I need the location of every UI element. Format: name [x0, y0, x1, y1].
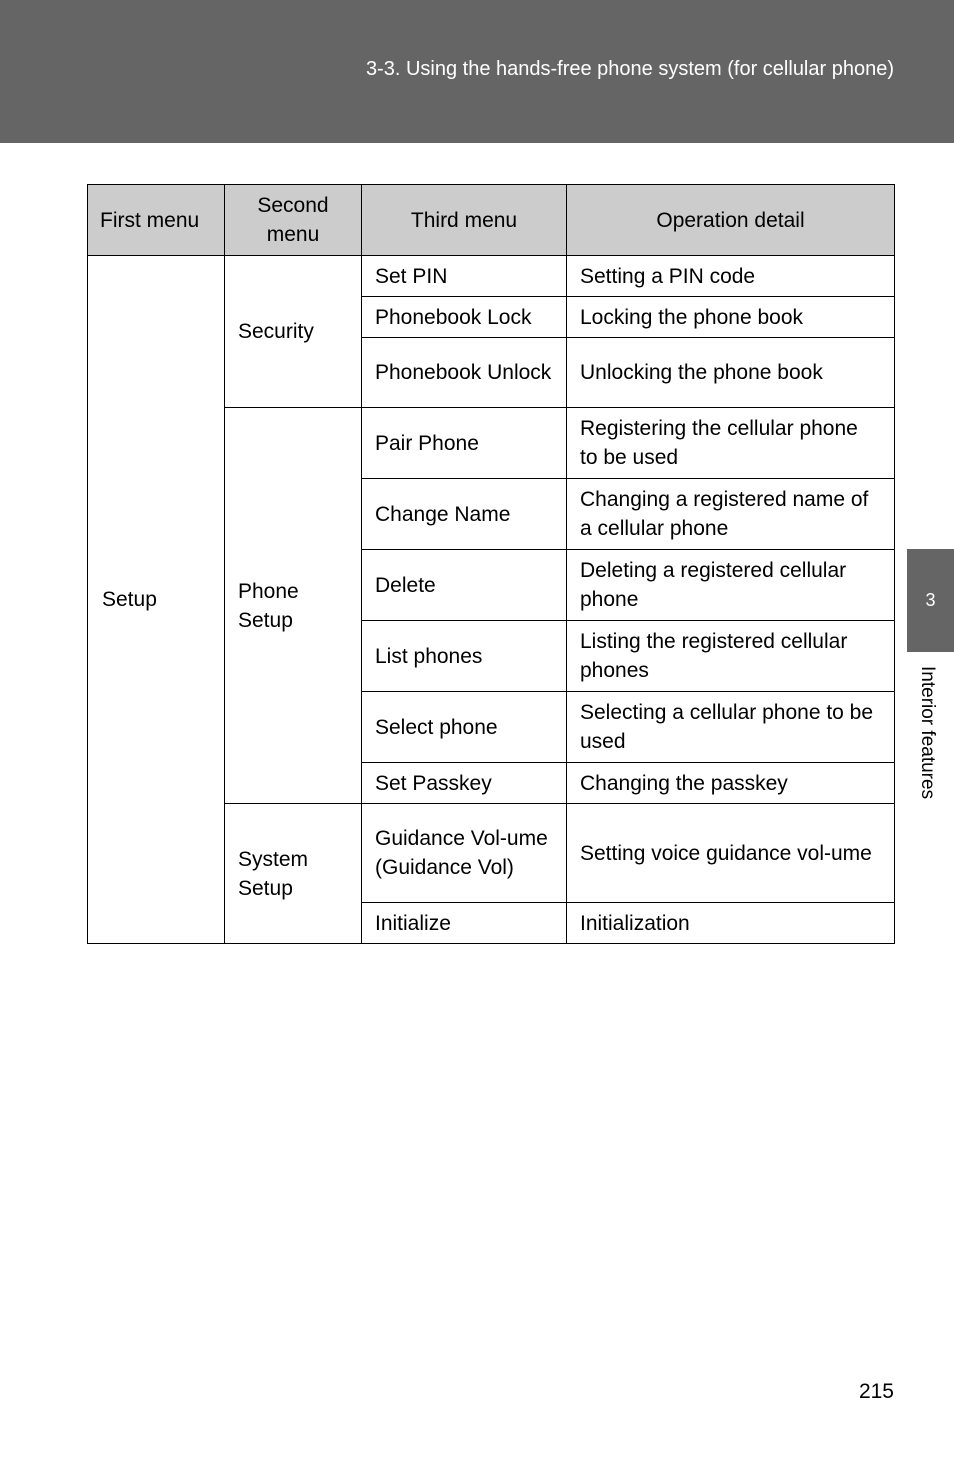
detail-cell: Setting a PIN code — [567, 256, 895, 297]
chapter-number: 3 — [925, 590, 936, 610]
section-title: 3-3. Using the hands-free phone system (for cellular phone) — [365, 58, 894, 80]
col-header-second: Second menu — [225, 185, 362, 256]
detail-cell: Registering the cellular phone to be used — [567, 408, 895, 479]
third-menu-cell: Delete — [362, 550, 567, 621]
detail-cell: Deleting a registered cellular phone — [567, 550, 895, 621]
chapter-tab — [907, 549, 954, 652]
col-header-first: First menu — [88, 185, 225, 256]
third-menu-cell: Set Passkey — [362, 763, 567, 804]
detail-cell: Initialization — [567, 903, 895, 944]
detail-cell: Unlocking the phone book — [567, 338, 895, 408]
detail-cell: Changing a registered name of a cellular phone — [567, 479, 895, 550]
second-menu-cell: Phone Setup — [225, 408, 362, 804]
page-number: 215 — [858, 1380, 894, 1403]
third-menu-cell: Pair Phone — [362, 408, 567, 479]
detail-cell: Changing the passkey — [567, 763, 895, 804]
third-menu-cell: Select phone — [362, 692, 567, 763]
detail-cell: Locking the phone book — [567, 297, 895, 338]
col-header-third: Third menu — [362, 185, 567, 256]
detail-cell: Setting voice guidance vol-ume — [567, 804, 895, 903]
third-menu-cell: Set PIN — [362, 256, 567, 297]
table-row — [88, 256, 895, 297]
page-header — [0, 0, 954, 143]
second-menu-cell: Security — [225, 256, 362, 408]
third-menu-cell: List phones — [362, 621, 567, 692]
detail-cell: Selecting a cellular phone to be used — [567, 692, 895, 763]
col-header-detail: Operation detail — [567, 185, 895, 256]
third-menu-cell: Phonebook Lock — [362, 297, 567, 338]
detail-cell: Listing the registered cellular phones — [567, 621, 895, 692]
chapter-label: Interior features — [917, 666, 938, 800]
third-menu-cell: Initialize — [362, 903, 567, 944]
menu-table — [87, 184, 895, 944]
second-menu-cell: System Setup — [225, 804, 362, 944]
third-menu-cell: Phonebook Unlock — [362, 338, 567, 408]
table-header-row — [88, 185, 895, 256]
third-menu-cell: Change Name — [362, 479, 567, 550]
first-menu-cell: Setup — [88, 256, 225, 944]
third-menu-cell: Guidance Vol-ume (Guidance Vol) — [362, 804, 567, 903]
